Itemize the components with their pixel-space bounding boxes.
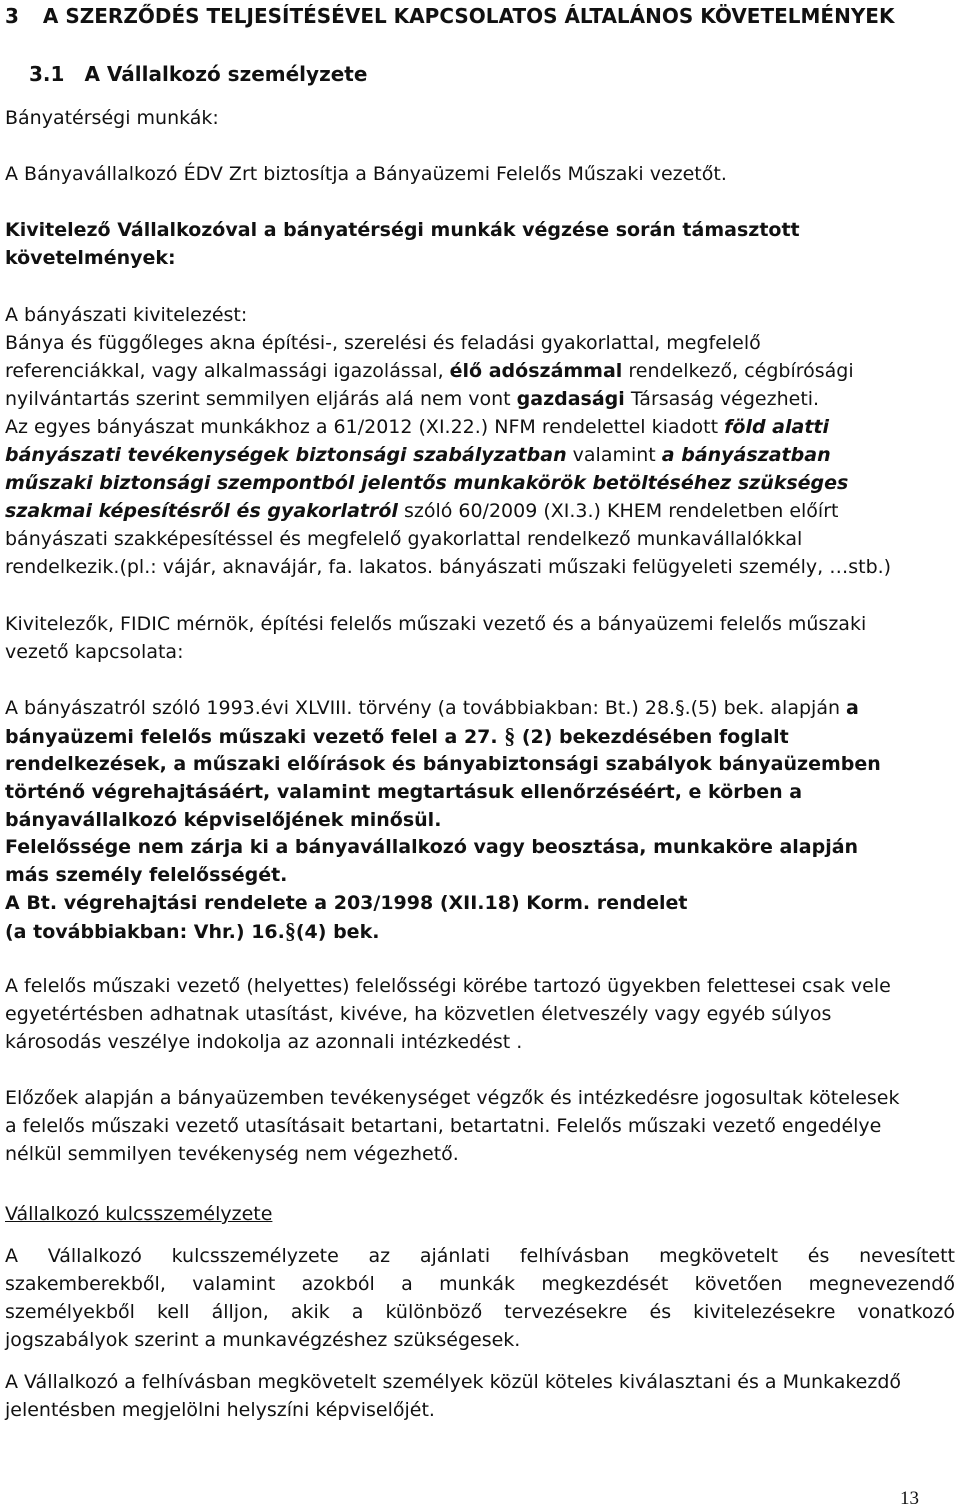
section-heading: [5, 4, 894, 28]
paragraph-line: A Vállalkozó a felhívásban megkövetelt személyek közül köteles kiválasztani és a Munkakezdő: [5, 1371, 902, 1393]
paragraph-line: károsodás veszélye indokolja az azonnali intézkedést .: [5, 1031, 523, 1053]
paragraph-line: [5, 696, 859, 720]
paragraph-line: műszaki biztonsági szempontból jelentős munkakörök betöltéséhez szükséges: [5, 472, 849, 494]
paragraph-line: A Vállalkozó kulcsszemélyzete az ajánlati felhívásban megkövetelt és nevesített: [5, 1245, 955, 1267]
subsection-heading: [29, 62, 367, 86]
paragraph-line: jelentésben megjelölni helyszíni képviselőjét.: [5, 1399, 435, 1421]
text-run-bold-italic: a bányászatban: [661, 444, 831, 466]
paragraph-line: rendelkezik.(pl.: vájár, aknavájár, fa. lakatos. bányászati műszaki felügyeleti személy, …stb.): [5, 556, 892, 578]
paragraph-line: vezető kapcsolata:: [5, 641, 184, 663]
text-run: referenciákkal, vagy alkalmassági igazolással,: [5, 360, 450, 382]
text-run: Társaság végezheti.: [624, 388, 820, 410]
paragraph-line: bányászati szakképesítéssel és megfelelő gyakorlattal rendelkező munkavállalókkal: [5, 528, 803, 550]
paragraph-line: [5, 499, 838, 523]
section-title: A SZERZŐDÉS TELJESÍTÉSÉVEL KAPCSOLATOS ÁLTALÁNOS KÖVETELMÉNYEK: [42, 4, 895, 28]
paragraph-line: jogszabályok szerint a munkavégzéshez szükségesek.: [5, 1329, 521, 1351]
text-run-bold-italic: bányászati tevékenységek biztonsági szabályzatban: [5, 444, 567, 466]
requirements-heading-line: követelmények:: [5, 247, 176, 269]
page-number: 13: [900, 1488, 919, 1509]
text-run: valamint: [566, 444, 662, 466]
paragraph-line: rendelkezések, a műszaki előírások és bányabiztonsági szabályok bányaüzemben: [5, 753, 881, 775]
paragraph-line: [5, 359, 854, 383]
paragraph-line: A felelős műszaki vezető (helyettes) felelősségi körébe tartozó ügyekben felettesei csak vele: [5, 975, 891, 997]
text-run: Az egyes bányászat munkákhoz a 61/2012 (XI.22.) NFM rendelettel kiadott: [5, 416, 725, 438]
text-run: nyilvántartás szerint semmilyen eljárás alá nem vont: [5, 388, 517, 410]
requirements-heading-line: Kivitelező Vállalkozóval a bányatérségi munkák végzése során támasztott: [5, 219, 800, 241]
paragraph-line: [5, 387, 819, 411]
paragraph-line: szakemberekből, valamint azokból a munkák megkezdését követően megnevezendő: [5, 1273, 955, 1295]
paragraph-line: személyekből kell álljon, akik a különböző tervezésekre és kivitelezésekre vonatkozó: [5, 1301, 955, 1323]
paragraph-line: bányavállalkozó képviselőjének minősül.: [5, 809, 442, 831]
text-run-bold: (a továbbiakban: Vhr.) 16.: [5, 921, 285, 943]
text-run-bold: (4) bek.: [295, 921, 380, 943]
section-number: 3: [5, 4, 19, 28]
paragraph-line: Felelőssége nem zárja ki a bányavállalkozó vagy beosztása, munkaköre alapján: [5, 836, 859, 858]
section-sign: §: [504, 723, 516, 748]
text-run-bold: bányaüzemi felelős műszaki vezető felel a 27.: [5, 726, 505, 748]
text-run-bold: a: [846, 697, 859, 719]
paragraph-line: [5, 891, 687, 915]
text-run-bold: élő adószámmal: [449, 360, 623, 382]
text-run: rendelkező, cégbírósági: [622, 360, 854, 382]
paragraph-line: történő végrehajtásáért, valamint megtartásuk ellenőrzéséért, e körben a: [5, 781, 803, 803]
text-run-bold: (2) bekezdésében foglalt: [515, 726, 789, 748]
subsection-number: 3.1: [29, 62, 65, 86]
key-personnel-title: Vállalkozó kulcsszemélyzete: [5, 1203, 273, 1225]
paragraph-line: Kivitelezők, FIDIC mérnök, építési felelős műszaki vezető és a bányaüzemi felelős műszaki: [5, 613, 867, 635]
intro-sentence: A Bányavállalkozó ÉDV Zrt biztosítja a Bányaüzemi Felelős Műszaki vezetőt.: [5, 163, 727, 185]
paragraph-line: [5, 415, 829, 439]
paragraph-line: [5, 919, 379, 944]
text-run-bold: végrehajtási rendelete a 203/1998 (XII.18) Korm. rendelet: [57, 892, 688, 914]
paragraph-line: a felelős műszaki vezető utasításait betartani, betartatni. Felelős műszaki vezető engedélye: [5, 1115, 882, 1137]
text-run-bold-italic: szakmai képesítésről és gyakorlatról: [5, 500, 398, 522]
text-run: A bányászatról szóló 1993.évi XLVIII. törvény (a továbbiakban: Bt.) 28.§.(5) bek. alapján: [5, 697, 847, 719]
text-run-bold: gazdasági: [516, 388, 625, 410]
subsection-title: A Vállalkozó személyzete: [84, 62, 368, 86]
section-sign: §: [284, 918, 296, 943]
paragraph-line: egyetértésben adhatnak utasítást, kivéve, ha közvetlen életveszély vagy egyéb súlyos: [5, 1003, 832, 1025]
paragraph-line: Bánya és függőleges akna építési-, szerelési és feladási gyakorlattal, megfelelő: [5, 332, 761, 354]
paragraph-line: [5, 724, 789, 749]
paragraph-line: [5, 443, 831, 467]
paragraph-line: Előzőek alapján a bányaüzemben tevékenységet végzők és intézkedésre jogosultak kötelesek: [5, 1087, 900, 1109]
paragraph-line: nélkül semmilyen tevékenység nem végezhető.: [5, 1143, 459, 1165]
intro-label: Bányatérségi munkák:: [5, 107, 219, 129]
text-run-bold-italic: föld alatti: [724, 416, 830, 438]
text-run: szóló 60/2009 (XI.3.) KHEM rendeletben előírt: [397, 500, 839, 522]
paragraph-line: más személy felelősségét.: [5, 864, 288, 886]
paragraph-line: A bányászati kivitelezést:: [5, 304, 248, 326]
text-run-bold: A Bt.: [5, 892, 58, 914]
